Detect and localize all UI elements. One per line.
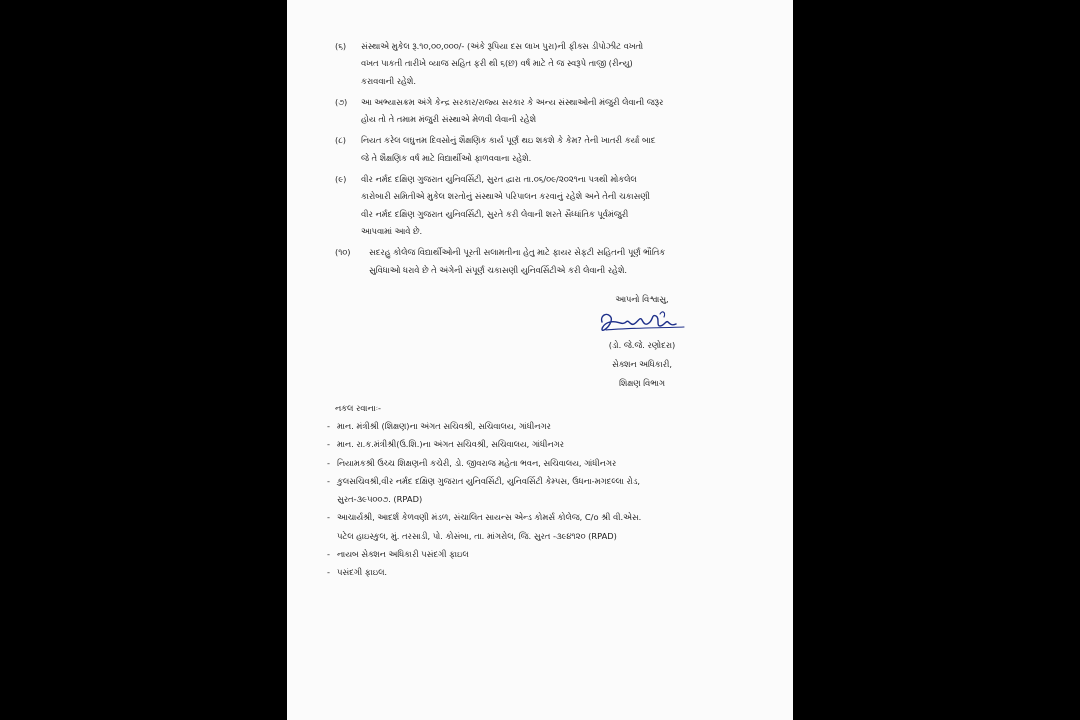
copy-recipient: - આચાર્યશ્રી, આદર્શ કેળવણી મંડળ, સંચાલિત સાયન્સ એન્ડ કોમર્સ કોલેજ, C/o શ્રી વી.એસ. [327,512,642,523]
condition-item [335,94,720,129]
document-page [287,0,793,720]
condition-line: હોય તો તે તમામ મંજુરી સંસ્થાએ મેળવી લેવાની રહેશે [361,114,537,125]
condition-number: (૭) [335,96,348,107]
handwritten-signature [596,308,688,336]
copy-recipient: - નાયબ સેક્શન અધિકારી પસંદગી ફાઇલ [327,549,469,560]
copy-recipient-continuation: સુરત-૩૯૫૦૦૭. (RPAD) [337,494,423,505]
condition-number: (૧૦) [335,247,351,258]
condition-item [335,244,720,279]
condition-line: નિયત કરેલ લઘુત્તમ દિવસોનું શૈક્ષણિક કાર્ય પૂર્ણ થઇ શકશે કે કેમ? તેની ખાતરી કર્યા બાદ [361,135,656,146]
condition-item [335,171,720,240]
condition-line: સદરહુ કોલેજ વિદ્યાર્થીઓની પૂરતી સલામતીના હેતુ માટે ફાયર સેફટી સહિતની પૂર્ણ ભૌતિક [369,247,666,258]
copy-recipient-text: નાયબ સેક્શન અધિકારી પસંદગી ફાઇલ [337,549,469,560]
condition-line: આપવામાં આવે છે. [361,225,423,236]
condition-line: સુવિધાઓ ધરાવે છે તે અંગેની સંપૂર્ણ ચકાસણી યુનિવર્સિટીએ કરી લેવાની રહેશે. [369,264,627,275]
condition-line: વખત પાકતી તારીખે વ્યાજ સહિત ફરી થી ૬(છ) વર્ષ માટે તે જ સ્વરૂપે તાજી (રીન્યુ) [361,58,633,69]
condition-line: વીર નર્મદ દક્ષિણ ગુજરાત યુનિવર્સિટી, સુરતે કરી લેવાની શરતે સૈધ્ધાંતિક પૂર્વમંજુરી [361,208,629,219]
copy-recipient-text: માન. રા.ક.મંત્રીશ્રી(ઉ.શિ.)ના અંગત સચિવશ્રી, સચિવાલય, ગાંધીનગર [337,439,564,450]
signature-block [587,292,697,393]
copy-recipient: - માન. રા.ક.મંત્રીશ્રી(ઉ.શિ.)ના અંગત સચિવશ્રી, સચિવાલય, ગાંધીનગર [327,439,564,450]
closing-text: આપનો વિશ્વાસુ, [615,294,669,304]
condition-item [335,38,720,90]
condition-item [335,132,720,167]
copy-recipient-text: માન. મંત્રીશ્રી (શિક્ષણ)ના અંગત સચિવશ્રી, સચિવાલય, ગાંધીનગર [337,421,551,431]
copy-recipient: - માન. મંત્રીશ્રી (શિક્ષણ)ના અંગત સચિવશ્રી, સચિવાલય, ગાંધીનગર [327,421,551,431]
copy-recipient-text: નિયામકશ્રી ઉચ્ચ શિક્ષણની કચેરી, ડો. જીવરાજ મહેતા ભવન, સચિવાલય, ગાંધીનગર [337,457,617,468]
condition-line: સંસ્થાએ મુકેલ રૂ.૧૦,૦૦,૦૦૦/- (અંકે રૂપિયા દસ લાખ પુરા)ની ફીક્સ ડીપોઝીટ વખતો [361,41,644,51]
signatory-department: શિક્ષણ વિભાગ [619,378,665,388]
copy-recipient: - નિયામકશ્રી ઉચ્ચ શિક્ષણની કચેરી, ડો. જીવરાજ મહેતા ભવન, સચિવાલય, ગાંધીનગર [327,457,617,468]
copy-recipient-text: આચાર્યશ્રી, આદર્શ કેળવણી મંડળ, સંચાલિત સાયન્સ એન્ડ કોમર્સ કોલેજ, C/o શ્રી વી.એસ. [337,512,642,523]
signatory-designation: સેક્શન અધિકારી, [612,359,672,369]
conditions-list [335,38,720,283]
copies-heading: નકલ રવાનાઃ- [335,403,382,413]
copy-recipient: - પસંદગી ફાઇલ. [327,567,388,578]
copies-section [327,400,737,582]
copy-recipient-continuation: પટેલ હાઇસ્કુલ, મું. તરસાડી, પો. કોસંબા, તા. માંગરોલ, જિ. સુરત -૩૯૪૧૨૦ (RPAD) [337,530,617,541]
condition-number: (૯) [335,174,347,185]
condition-number: (૬) [335,41,347,51]
condition-line: જે તે શૈક્ષણિક વર્ષ માટે વિદ્યાર્થીઓ ફાળવવાના રહેશે. [361,152,532,163]
copy-recipient-text: પસંદગી ફાઇલ. [337,567,388,578]
condition-line: કારોબારી સમિતીએ મુકેલ શરતોનું સંસ્થાએ પરિપાલન કરવાનું રહેશે અને તેની ચકાસણી [361,191,650,202]
copy-recipient-text: કુલસચિવશ્રી,વીર નર્મદ દક્ષિણ ગુજરાત યુનિવર્સિટી, યુનિવર્સિટી કેમ્પસ, ઉધના-મગદલ્લા રોડ, [337,475,641,486]
condition-number: (૮) [335,135,347,146]
copy-recipient: - કુલસચિવશ્રી,વીર નર્મદ દક્ષિણ ગુજરાત યુનિવર્સિટી, યુનિવર્સિટી કેમ્પસ, ઉધના-મગદલ્લા રોડ, [327,475,641,486]
signatory-name: (ડો. જે.જે. રણોદરા) [608,340,676,350]
condition-line: આ અભ્યાસક્રમ અંગે કેન્દ્ર સરકાર/રાજ્ય સરકાર કે અન્ય સંસ્થાઓની મંજુરી લેવાની જરૂર [361,96,664,107]
condition-line: વીર નર્મદ દક્ષિણ ગુજરાત યુનિવર્સિટી, સુરત દ્વારા તા.૦૬/૦૯/૨૦૨૧ના પત્રથી મોકલેલ [361,174,637,185]
condition-line: કરાવવાની રહેશે. [361,75,416,86]
